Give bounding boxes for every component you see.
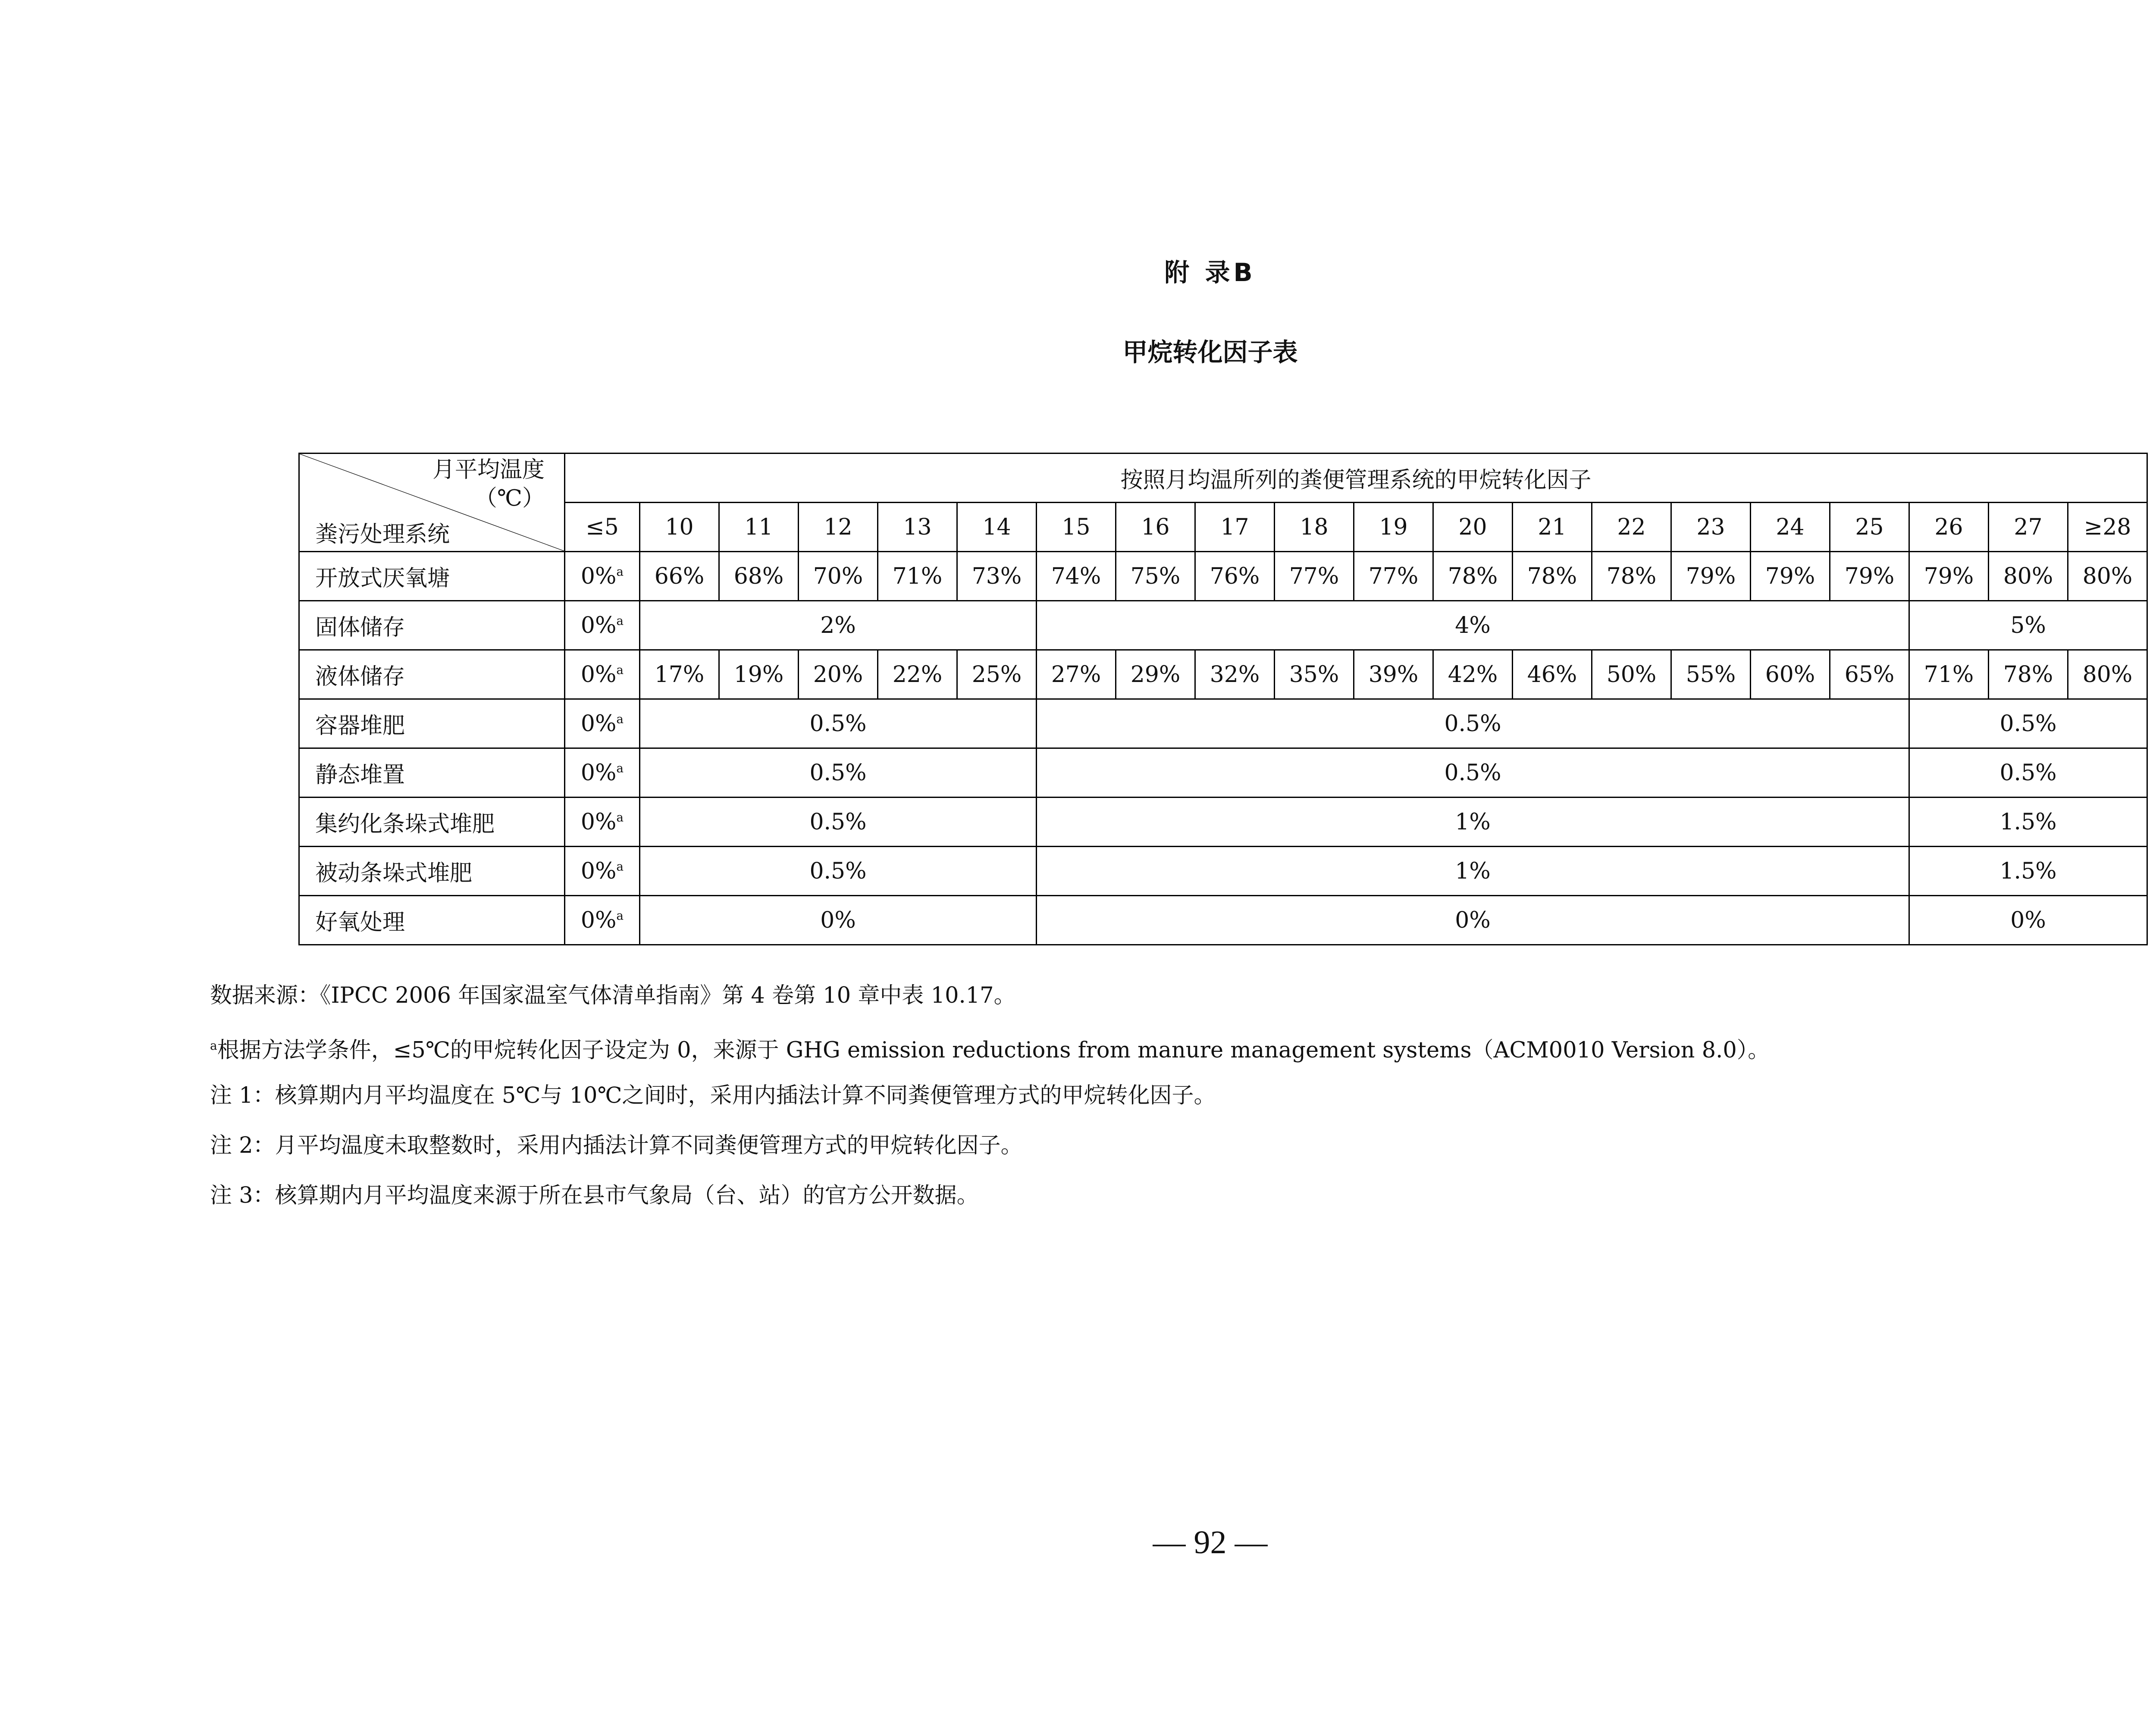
factor-cell — [1909, 798, 2147, 847]
factor-cell — [799, 650, 878, 699]
footnote-marker: a — [616, 908, 624, 923]
system-name-cell: 固体储存 — [299, 601, 565, 650]
factor-cell — [799, 552, 878, 601]
factor-cell — [1909, 847, 2147, 896]
factor-cell — [1037, 896, 1909, 945]
temperature-header-cell: 27 — [1989, 503, 2068, 552]
factor-value: 70% — [813, 563, 863, 589]
system-name-cell: 集约化条垛式堆肥 — [299, 798, 565, 847]
table-title: 甲烷转化因子表 — [1122, 338, 1298, 367]
temperature-header-cell: 25 — [1830, 503, 1909, 552]
factor-cell — [1592, 552, 1671, 601]
factor-value: 0.5% — [1444, 710, 1501, 737]
factor-cell — [1433, 650, 1513, 699]
footnote-marker: a — [616, 810, 624, 825]
factor-cell — [1671, 552, 1751, 601]
table-row — [299, 896, 2147, 945]
factor-cell — [1909, 650, 1989, 699]
table-row — [299, 699, 2147, 748]
factor-cell — [1037, 798, 1909, 847]
corner-temperature-title: 月平均温度 — [432, 457, 545, 483]
footnote-marker: a — [616, 564, 624, 579]
factor-value: 78% — [1527, 563, 1577, 589]
factor-value: 1.5% — [1999, 809, 2057, 835]
system-name-cell: 容器堆肥 — [299, 699, 565, 748]
factor-value: 0% — [1455, 907, 1491, 933]
factor-cell — [1116, 552, 1195, 601]
factor-cell — [640, 552, 719, 601]
factor-cell — [640, 699, 1037, 748]
factor-value: 0% — [580, 563, 617, 589]
factor-value: 17% — [654, 661, 705, 688]
factor-cell — [1116, 650, 1195, 699]
factor-cell — [640, 896, 1037, 945]
corner-temperature-label — [432, 456, 545, 513]
factor-value: 78% — [1448, 563, 1498, 589]
temperature-header-cell: 23 — [1671, 503, 1751, 552]
footnote-marker: a — [616, 859, 624, 874]
factor-value: 27% — [1051, 661, 1101, 688]
factor-cell — [2068, 552, 2147, 601]
factor-value: 1.5% — [1999, 858, 2057, 884]
table-row — [299, 552, 2147, 601]
notes-section — [210, 981, 1770, 1231]
temperature-header-cell: 10 — [640, 503, 719, 552]
factor-value: 65% — [1844, 661, 1895, 688]
factor-cell — [1037, 650, 1116, 699]
footnote-marker: a — [616, 712, 624, 726]
methane-conversion-factor-table — [298, 453, 2148, 945]
factor-value: 79% — [1924, 563, 1974, 589]
factor-value: 74% — [1051, 563, 1101, 589]
factor-cell — [719, 552, 799, 601]
temperature-header-cell: 20 — [1433, 503, 1513, 552]
factor-cell — [1830, 552, 1909, 601]
footnote-a — [210, 1031, 1770, 1081]
system-name-cell: 液体储存 — [299, 650, 565, 699]
factor-value: 60% — [1765, 661, 1815, 688]
factor-cell — [1037, 552, 1116, 601]
note-3: 注 3：核算期内月平均温度来源于所在县市气象局（台、站）的官方公开数据。 — [210, 1183, 979, 1208]
footnote-marker: a — [616, 761, 624, 776]
factor-value: 0% — [580, 710, 617, 737]
factor-cell — [1909, 601, 2147, 650]
factor-value: 0% — [580, 760, 617, 786]
factor-value: 1% — [1455, 858, 1491, 884]
factor-value: 2% — [820, 612, 856, 638]
factor-value: 68% — [733, 563, 784, 589]
factor-value: 79% — [1765, 563, 1815, 589]
factor-cell — [1275, 650, 1354, 699]
factor-cell — [1433, 552, 1513, 601]
factor-value: 29% — [1130, 661, 1181, 688]
factor-cell — [1354, 650, 1433, 699]
factor-value: 35% — [1289, 661, 1339, 688]
factor-value: 80% — [2082, 661, 2133, 688]
factor-value: 0.5% — [809, 760, 867, 786]
system-name-cell: 开放式厌氧塘 — [299, 552, 565, 601]
factor-cell — [640, 847, 1037, 896]
factor-value: 39% — [1368, 661, 1419, 688]
factor-cell — [640, 748, 1037, 798]
temperature-header-cell: 19 — [1354, 503, 1433, 552]
temperature-header-cell: ≥28 — [2068, 503, 2147, 552]
factor-cell — [565, 601, 640, 650]
factor-value: 32% — [1210, 661, 1260, 688]
temperature-header-cell: 24 — [1751, 503, 1830, 552]
factor-cell — [1671, 650, 1751, 699]
factor-value: 0% — [580, 809, 617, 835]
factor-cell — [565, 552, 640, 601]
factor-value: 0% — [580, 858, 617, 884]
temperature-header-cell: 16 — [1116, 503, 1195, 552]
factor-value: 71% — [892, 563, 943, 589]
factor-value: 46% — [1527, 661, 1577, 688]
factor-cell — [1037, 748, 1909, 798]
corner-temperature-unit: （℃） — [474, 485, 545, 511]
factor-cell — [1037, 699, 1909, 748]
temperature-header-cell: 13 — [878, 503, 957, 552]
temperature-header-cell: 12 — [799, 503, 878, 552]
factor-value: 76% — [1210, 563, 1260, 589]
factor-value: 77% — [1368, 563, 1419, 589]
appendix-title: 附 录B — [1164, 258, 1256, 287]
factor-value: 0% — [580, 661, 617, 688]
factor-value: 0% — [580, 907, 617, 933]
factor-cell — [565, 896, 640, 945]
factor-cell — [2068, 650, 2147, 699]
factor-value: 42% — [1448, 661, 1498, 688]
factor-value: 0% — [580, 612, 617, 638]
factor-cell — [1830, 650, 1909, 699]
factor-cell — [957, 650, 1037, 699]
factor-cell — [565, 699, 640, 748]
table-row — [299, 847, 2147, 896]
factor-cell — [1909, 896, 2147, 945]
header-row — [299, 454, 2147, 503]
factor-cell — [565, 847, 640, 896]
factor-cell — [1037, 847, 1909, 896]
footnote-marker: a — [616, 613, 624, 628]
system-name-cell: 被动条垛式堆肥 — [299, 847, 565, 896]
factor-cell — [1909, 699, 2147, 748]
factor-value: 5% — [2010, 612, 2046, 638]
factor-value: 0.5% — [1444, 760, 1501, 786]
system-name-cell: 静态堆置 — [299, 748, 565, 798]
factor-value: 80% — [2003, 563, 2053, 589]
factor-cell — [1513, 650, 1592, 699]
factor-value: 73% — [971, 563, 1022, 589]
factor-value: 71% — [1924, 661, 1974, 688]
factor-value: 19% — [733, 661, 784, 688]
factor-value: 0% — [2010, 907, 2046, 933]
factor-value: 1% — [1455, 809, 1491, 835]
temperature-header-cell: ≤5 — [565, 503, 640, 552]
note-1: 注 1：核算期内月平均温度在 5℃与 10℃之间时，采用内插法计算不同粪便管理方式的甲烷转化因子。 — [210, 1083, 1216, 1108]
factor-value: 79% — [1686, 563, 1736, 589]
temperature-header-cell: 21 — [1513, 503, 1592, 552]
temperature-header-cell: 14 — [957, 503, 1037, 552]
factor-value: 0.5% — [809, 710, 867, 737]
factor-value: 78% — [2003, 661, 2053, 688]
factor-value: 4% — [1455, 612, 1491, 638]
factor-value: 0.5% — [1999, 760, 2057, 786]
factor-value: 78% — [1606, 563, 1657, 589]
factor-value: 25% — [971, 661, 1022, 688]
data-source-note: 数据来源：《IPCC 2006 年国家温室气体清单指南》第 4 卷第 10 章中表 10.17。 — [210, 983, 1016, 1008]
factor-value: 75% — [1130, 563, 1181, 589]
factor-cell — [1751, 552, 1830, 601]
factor-cell — [1592, 650, 1671, 699]
table-row — [299, 601, 2147, 650]
footnote-marker: a — [210, 1038, 217, 1053]
table-row — [299, 798, 2147, 847]
factor-cell — [1989, 552, 2068, 601]
factor-cell — [1513, 552, 1592, 601]
factor-cell — [878, 552, 957, 601]
factor-cell — [1751, 650, 1830, 699]
factor-value: 0.5% — [809, 858, 867, 884]
factor-value: 55% — [1686, 661, 1736, 688]
factor-value: 50% — [1606, 661, 1657, 688]
factor-cell — [1195, 650, 1275, 699]
factor-value: 22% — [892, 661, 943, 688]
factor-value: 79% — [1844, 563, 1895, 589]
factor-value: 0% — [820, 907, 856, 933]
factor-value: 0.5% — [809, 809, 867, 835]
factor-cell — [957, 552, 1037, 601]
factor-cell — [640, 798, 1037, 847]
factor-cell — [878, 650, 957, 699]
footnote-a-text: 根据方法学条件，≤5℃的甲烷转化因子设定为 0，来源于 GHG emission reductions from manure management systems（ACM0010 Version 8.0）。 — [217, 1038, 1770, 1063]
factor-cell — [565, 650, 640, 699]
factor-cell — [1989, 650, 2068, 699]
factor-cell — [1037, 601, 1909, 650]
temperature-header-cell: 15 — [1037, 503, 1116, 552]
factor-cell — [1275, 552, 1354, 601]
table-row — [299, 748, 2147, 798]
factor-cell — [565, 798, 640, 847]
temperature-header-cell: 18 — [1275, 503, 1354, 552]
factor-value: 80% — [2082, 563, 2133, 589]
table-row — [299, 650, 2147, 699]
group-header: 按照月均温所列的粪便管理系统的甲烷转化因子 — [565, 454, 2147, 503]
factor-cell — [565, 748, 640, 798]
temperature-header-cell: 22 — [1592, 503, 1671, 552]
system-name-cell: 好氧处理 — [299, 896, 565, 945]
factor-cell — [640, 601, 1037, 650]
temperature-header-cell: 11 — [719, 503, 799, 552]
corner-header-cell — [299, 454, 565, 552]
corner-system-label: 粪污处理系统 — [315, 522, 450, 547]
factor-cell — [719, 650, 799, 699]
temperature-header-cell: 26 — [1909, 503, 1989, 552]
factor-cell — [1909, 748, 2147, 798]
temperature-header-row — [299, 503, 2147, 552]
factor-value: 77% — [1289, 563, 1339, 589]
factor-value: 20% — [813, 661, 863, 688]
page-number: — 92 — — [1153, 1524, 1268, 1561]
factor-cell — [1909, 552, 1989, 601]
factor-value: 0.5% — [1999, 710, 2057, 737]
temperature-header-cell: 17 — [1195, 503, 1275, 552]
footnote-marker: a — [616, 663, 624, 677]
factor-cell — [1195, 552, 1275, 601]
factor-cell — [640, 650, 719, 699]
factor-value: 66% — [654, 563, 705, 589]
note-2: 注 2：月平均温度未取整数时，采用内插法计算不同粪便管理方式的甲烷转化因子。 — [210, 1133, 1023, 1158]
factor-cell — [1354, 552, 1433, 601]
